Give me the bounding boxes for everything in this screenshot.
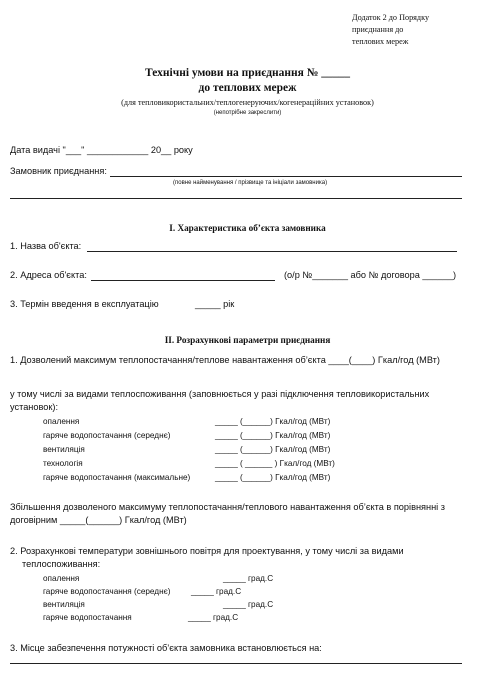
customer-hint: (повне найменування / прізвище та ініціали замовника) — [173, 180, 328, 186]
object-address-label: 2. Адреса об'єкта: — [10, 270, 87, 280]
design-temperatures-text-cont: теплоспоживання: — [22, 559, 101, 569]
max-load-text: 1. Дозволений максимум теплопостачання/теплове навантаження об’єкта ____(____) Гкал/год (МВт) — [10, 355, 440, 365]
annex-line-3: теплових мереж — [352, 37, 409, 46]
object-name-label: 1. Назва об'єкта: — [10, 241, 82, 251]
load-value: _____ (______) Гкал/год (МВт) — [215, 417, 331, 426]
customer-label: Замовник приєднання: — [10, 166, 107, 176]
commissioning-date-label: 3. Термін введення в експлуатацію — [10, 299, 159, 309]
load-label: опалення — [43, 417, 80, 426]
load-label: гаряче водопостачання (максимальне) — [43, 473, 191, 482]
temperature-label: вентиляція — [43, 600, 85, 609]
temperature-value: _____ град.С — [223, 574, 274, 583]
load-label: технологія — [43, 459, 83, 468]
by-type-text-cont: установок): — [10, 402, 59, 412]
temperature-value: _____ град.С — [191, 587, 242, 596]
customer-extra-line — [10, 198, 462, 199]
increase-text: Збільшення дозволеного максимуму теплопостачання/теплового навантаження об’єкта в порівнянні з — [10, 502, 445, 512]
load-label: гаряче водопостачання (середнє) — [43, 431, 171, 440]
capacity-location-line — [10, 663, 462, 664]
load-label: вентиляція — [43, 445, 85, 454]
increase-text-cont: договірним _____(______) Гкал/год (МВт) — [10, 515, 187, 525]
document-title: Технічні умови на приєднання № _____ — [145, 67, 350, 79]
annex-line-1: Додаток 2 до Порядку — [352, 13, 430, 22]
design-temperatures-text: 2. Розрахункові температури зовнішнього повітря для проектування, у тому числі за видами — [10, 546, 404, 556]
capacity-location-text: 3. Місце забезпечення потужності об’єкта замовника встановлюється на: — [10, 643, 322, 653]
temperature-label: гаряче водопостачання (середнє) — [43, 587, 171, 596]
section-2-heading: II. Розрахункові параметри приєднання — [164, 335, 331, 345]
load-value: _____ (______) Гкал/год (МВт) — [215, 431, 331, 440]
temperature-label: гаряче водопостачання — [43, 613, 132, 622]
annex-line-2: приєднання до — [352, 25, 404, 34]
by-type-text: у тому числі за видами теплоспоживання (заповнюється у разі підключення тепловикористальних — [10, 389, 430, 399]
load-value: _____ (______) Гкал/год (МВт) — [215, 473, 331, 482]
temperature-value: _____ град.С — [223, 600, 274, 609]
object-name-line — [87, 251, 457, 252]
document-subtitle: (для тепловикористальних/теплогенеруючих/когенераційних установок) — [121, 98, 374, 107]
commissioning-year: _____ рік — [195, 299, 235, 309]
load-value: _____ ( ______ ) Гкал/год (МВт) — [215, 459, 335, 468]
temperature-value: _____ град.С — [188, 613, 239, 622]
annex-note — [352, 12, 429, 48]
temperature-label: опалення — [43, 574, 80, 583]
section-1-heading: I. Характеристика об’єкта замовника — [169, 223, 326, 233]
customer-field-line — [110, 176, 462, 177]
load-value: _____ (______) Гкал/год (МВт) — [215, 445, 331, 454]
document-title-line-2: до теплових мереж — [198, 82, 297, 94]
object-address-line — [91, 280, 275, 281]
account-number-label: (о/р №_______ або № договора ______) — [284, 270, 457, 280]
strike-note: (непотрібне закреслити) — [213, 110, 282, 116]
issue-date-label: Дата видачі "___" ____________ 20__ року — [10, 145, 193, 155]
